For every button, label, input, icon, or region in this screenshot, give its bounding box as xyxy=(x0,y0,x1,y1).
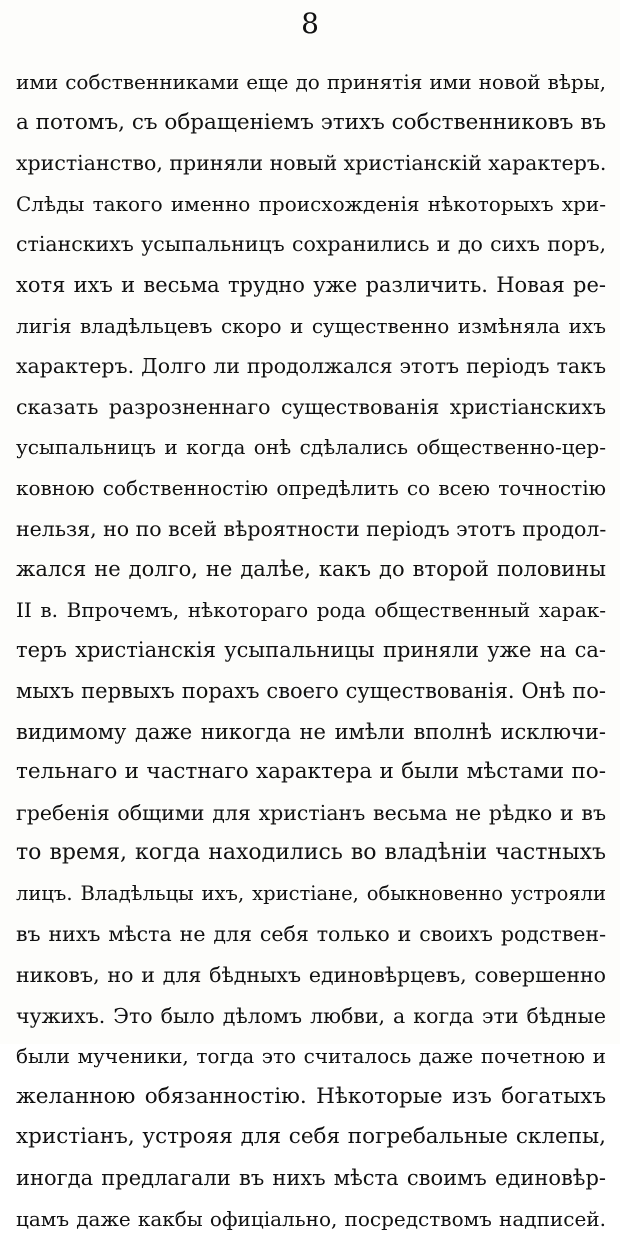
text-line: теръ христіанскія усыпальницы приняли уже на са- xyxy=(16,638,606,663)
text-line: стіанскихъ усыпальницъ сохранились и до сихъ поръ, xyxy=(16,232,606,257)
page-number: 8 xyxy=(301,7,319,40)
text-line: были мученики, тогда это считалось даже почетною и xyxy=(16,1044,606,1069)
text-line: лигія владѣльцевъ скоро и существенно измѣняла ихъ xyxy=(16,313,606,338)
text-line: тельнаго и частнаго характера и были мѣстами по- xyxy=(16,759,606,785)
text-line: желанною обязанностію. Нѣкоторые изъ богатыхъ xyxy=(16,1083,606,1109)
text-line: ковною собственностію опредѣлить со всею точностію xyxy=(16,475,606,500)
text-line: то время, когда находились во владѣніи частныхъ xyxy=(16,840,606,866)
text-line: II в. Впрочемъ, нѣкотораго рода общественный харак- xyxy=(16,597,606,622)
text-line: нельзя, но по всей вѣроятности періодъ этотъ продол- xyxy=(16,516,606,541)
text-line: хотя ихъ и весьма трудно уже различить. Новая ре- xyxy=(16,272,606,297)
text-line: никовъ, но и для бѣдныхъ единовѣрцевъ, совершенно xyxy=(16,963,606,988)
text-line: въ нихъ мѣста не для себя только и своихъ родствен- xyxy=(16,922,606,947)
body-text xyxy=(16,62,606,1239)
text-line: сказать разрозненнаго существованія христіанскихъ xyxy=(16,394,606,419)
text-line: видимому даже никогда не имѣли вполнѣ исключи- xyxy=(16,719,606,744)
text-line: чужихъ. Это было дѣломъ любви, а когда эти бѣдные xyxy=(16,1003,606,1028)
text-line: мыхъ первыхъ порахъ своего существованія. Онѣ по- xyxy=(16,678,606,703)
text-line: усыпальницъ и когда онѣ сдѣлались общественно-цер- xyxy=(16,435,606,460)
text-line: ими собственниками еще до принятія ими новой вѣры, xyxy=(16,70,606,94)
text-line: а потомъ, съ обращеніемъ этихъ собственниковъ въ xyxy=(16,109,606,135)
text-line: цамъ даже какбы офиціально, посредствомъ надписей. xyxy=(16,1206,606,1231)
text-line: иногда предлагали въ нихъ мѣста своимъ единовѣр- xyxy=(16,1166,606,1191)
text-line: характеръ. Долго ли продолжался этотъ періодъ такъ xyxy=(16,354,606,379)
text-line: христіанство, приняли новый христіанскій характеръ. xyxy=(16,151,606,176)
text-line: лицъ. Владѣльцы ихъ, христіане, обыкновенно устрояли xyxy=(16,881,606,905)
text-line: жался не долго, не далѣе, какъ до второй половины xyxy=(16,557,606,582)
text-line: гребенія общими для христіанъ весьма не рѣдко и въ xyxy=(16,800,606,825)
text-line: христіанъ, устрояя для себя погребальные склепы, xyxy=(16,1124,606,1150)
text-line: Слѣды такого именно происхожденія нѣкоторыхъ хри- xyxy=(16,191,606,216)
